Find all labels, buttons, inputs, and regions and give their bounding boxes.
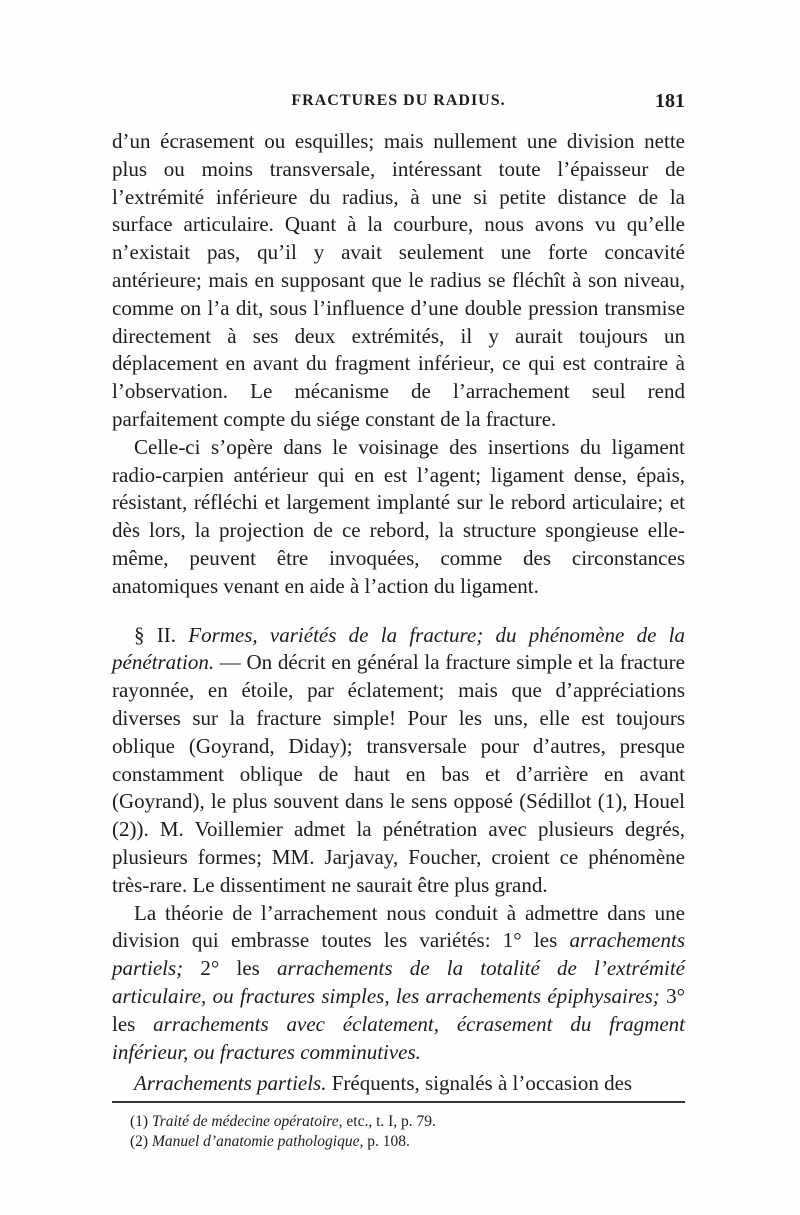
paragraph-section-2 — [112, 622, 685, 900]
paragraph-4 — [112, 900, 685, 1067]
paragraph-5-text: Fréquents, signalés à l’occasion des — [326, 1071, 633, 1096]
section-gap — [112, 601, 685, 622]
footnote-reference: p. 108. — [363, 1133, 410, 1150]
footnote-marker: (1) — [130, 1113, 149, 1130]
running-head — [112, 92, 685, 118]
footnote-1 — [130, 1112, 685, 1132]
footnote-marker: (2) — [130, 1133, 149, 1150]
subsection-heading: Arrachements partiels. — [134, 1071, 327, 1096]
footnote-reference: etc., t. I, p. 79. — [342, 1113, 436, 1130]
paragraph-2: Celle-ci s’opère dans le voisinage des insertions du ligament radio-carpien antérieur qui en est l’agent; ligament dense, épais, résistant, réfléchi et largement implanté sur le rebord articulaire; et dès lors, la projection de ce rebord, la structure spongieuse elle-même, peuvent être invoquées, comme des circonstances anatomiques venant en aide à l’action du ligament. — [112, 434, 685, 598]
section-number: § II. — [134, 622, 176, 647]
body-text — [112, 128, 685, 1098]
footnote-divider — [112, 1101, 685, 1103]
paragraph-4-italic-2: arrachements de la totalité de l’extrémité articulaire, ou fractures simples, les arrachements épiphysaires; — [112, 956, 685, 1008]
paragraph-4-text-2: 2° les — [183, 956, 278, 981]
section-heading: Formes, variétés de la fracture; du phénomène de la pénétration. — [112, 622, 685, 675]
paragraph-4-italic-1: arrachements partiels; — [112, 928, 685, 981]
page-number: 181 — [655, 90, 685, 112]
paragraph-5 — [112, 1070, 685, 1098]
footnotes — [130, 1112, 685, 1152]
section-text: — On décrit en général la fracture simple et la fracture rayonnée, en étoile, par éclatement; mais que d’appréciations diverses sur la fracture simple! Pour les uns, elle est toujours oblique (Goyrand, Diday); transversale pour d’autres, presque constamment oblique de haut en bas et d’arrière en avant (Goyrand), le plus souvent dans le sens opposé (Sédillot (1), Houel (2)). M. Voillemier admet la pénétration avec plusieurs degrés, plusieurs formes; MM. Jarjavay, Foucher, croient ce phénomène très-rare. Le dissentiment ne saurait être plus grand. — [112, 650, 685, 897]
footnote-title: Traité de médecine opératoire, — [151, 1113, 343, 1130]
paragraph-4-italic-3: arrachements avec éclatement, écrasement du fragment inférieur, ou fractures comminutives. — [112, 1011, 685, 1064]
page-header-title: FRACTURES DU RADIUS. — [291, 92, 506, 109]
footnote-title: Manuel d’anatomie pathologique, — [151, 1133, 364, 1150]
paragraph-4-text-3: 3° les — [112, 983, 685, 1036]
paragraph-1: d’un écrasement ou esquilles; mais nullement une division nette plus ou moins transversale, intéressant toute l’épaisseur de l’extrémité inférieure du radius, à une si petite distance de la surface articulaire. Quant à la courbure, nous avons vu qu’elle n’existait pas, qu’il y avait seulement une forte concavité antérieure; mais en supposant que le radius se fléchît à son niveau, comme on l’a dit, sous l’influence d’une double pression transmise directement à ses deux extrémités, il y aurait toujours un déplacement en avant du fragment inférieur, ce qui est contraire à l’observation. Le mécanisme de l’arrachement seul rend parfaitement compte du siége constant de la fracture. — [112, 129, 685, 431]
footnote-2 — [130, 1132, 685, 1152]
paragraph-4-text-1: La théorie de l’arrachement nous conduit à admettre dans une division qui embrasse toutes les variétés: 1° les — [112, 900, 685, 953]
